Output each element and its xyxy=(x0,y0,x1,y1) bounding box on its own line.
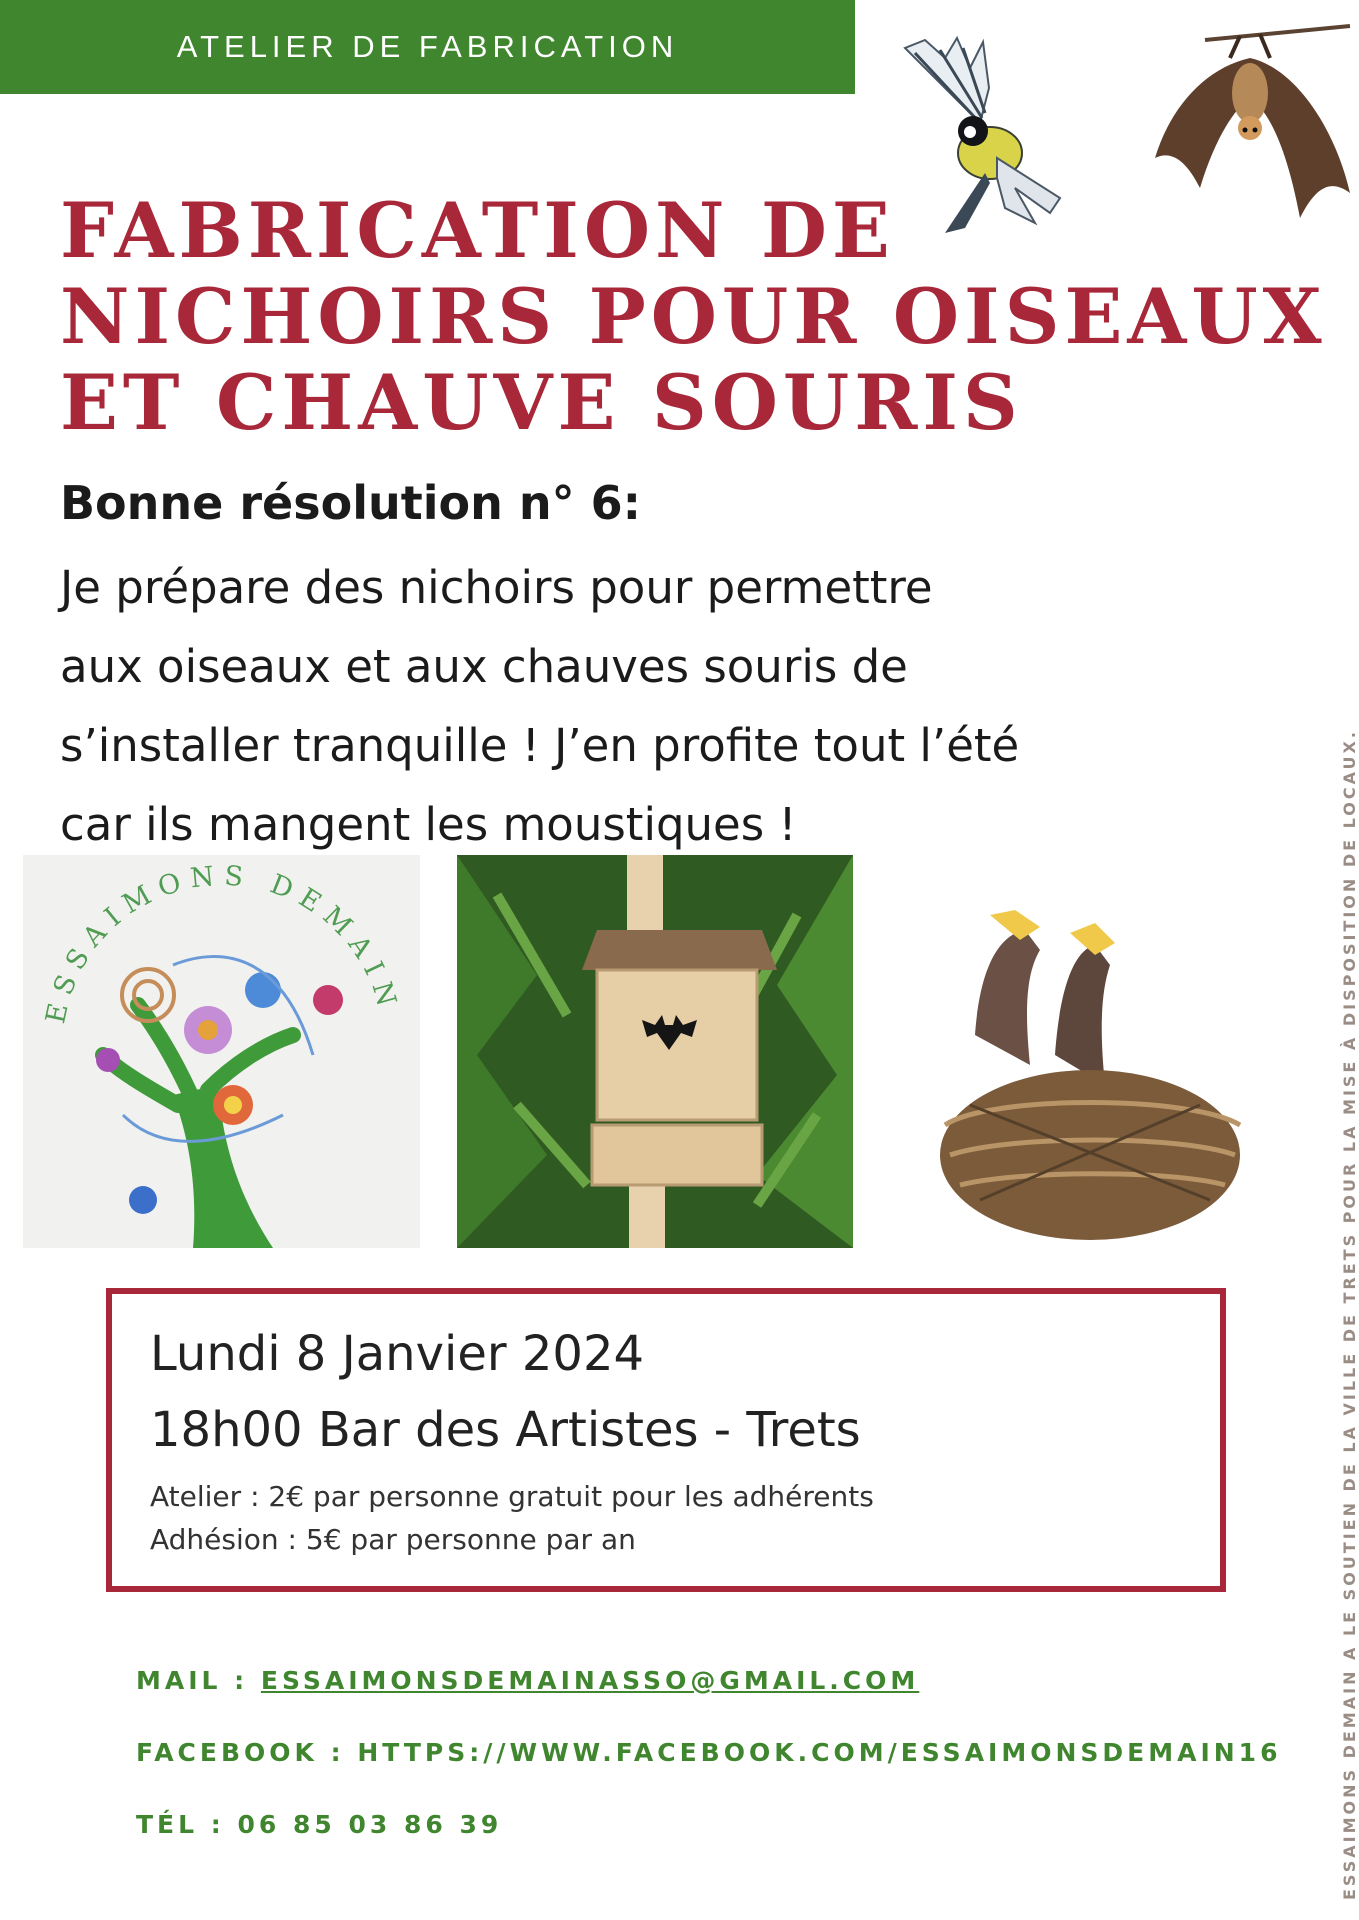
contact-phone xyxy=(136,1810,502,1839)
association-logo xyxy=(23,855,420,1248)
contact-facebook xyxy=(136,1738,1281,1767)
title-line: FABRICATION DE xyxy=(60,186,895,275)
mail-link[interactable]: ESSAIMONSDEMAINASSO@GMAIL.COM xyxy=(260,1666,920,1695)
facebook-link[interactable]: HTTPS://WWW.FACEBOOK.COM/ESSAIMONSDEMAIN16 xyxy=(357,1738,1282,1767)
description-line: Je prépare des nichoirs pour permettre xyxy=(60,561,933,614)
membership-price: Adhésion : 5€ par personne par an xyxy=(150,1523,636,1556)
resolution-heading: Bonne résolution n° 6: xyxy=(60,476,642,530)
event-details-box xyxy=(106,1288,1226,1592)
main-title xyxy=(60,186,1327,447)
phone-label: TÉL : xyxy=(136,1810,238,1839)
event-time-place: 18h00 Bar des Artistes - Trets xyxy=(150,1402,861,1458)
description-line: s’installer tranquille ! J’en profite tout l’été xyxy=(60,719,1020,772)
description-line: car ils mangent les moustiques ! xyxy=(60,798,797,851)
sponsor-note: ESSAIMONS DEMAIN A LE SOUTIEN DE LA VILLE DE TRETS POUR LA MISE À DISPOSITION DE LOCAUX. xyxy=(1340,729,1359,1900)
banner-label: ATELIER DE FABRICATION xyxy=(176,29,679,64)
event-price: Atelier : 2€ par personne gratuit pour les adhérents xyxy=(150,1480,874,1513)
contact-mail xyxy=(136,1666,919,1695)
title-line: NICHOIRS POUR OISEAUX xyxy=(60,272,1327,361)
logo-text: ESSAIMONS DEMAIN xyxy=(40,860,405,1027)
bat-box-photo xyxy=(457,855,853,1248)
top-banner xyxy=(0,0,855,94)
mail-label: MAIL : xyxy=(136,1666,261,1695)
description-line: aux oiseaux et aux chauves souris de xyxy=(60,640,908,693)
event-date: Lundi 8 Janvier 2024 xyxy=(150,1326,645,1382)
nest-photo xyxy=(890,855,1290,1248)
description xyxy=(60,548,1290,864)
facebook-label: FACEBOOK : xyxy=(136,1738,358,1767)
title-line: ET CHAUVE SOURIS xyxy=(60,358,1023,447)
phone-number: 06 85 03 86 39 xyxy=(237,1810,503,1839)
